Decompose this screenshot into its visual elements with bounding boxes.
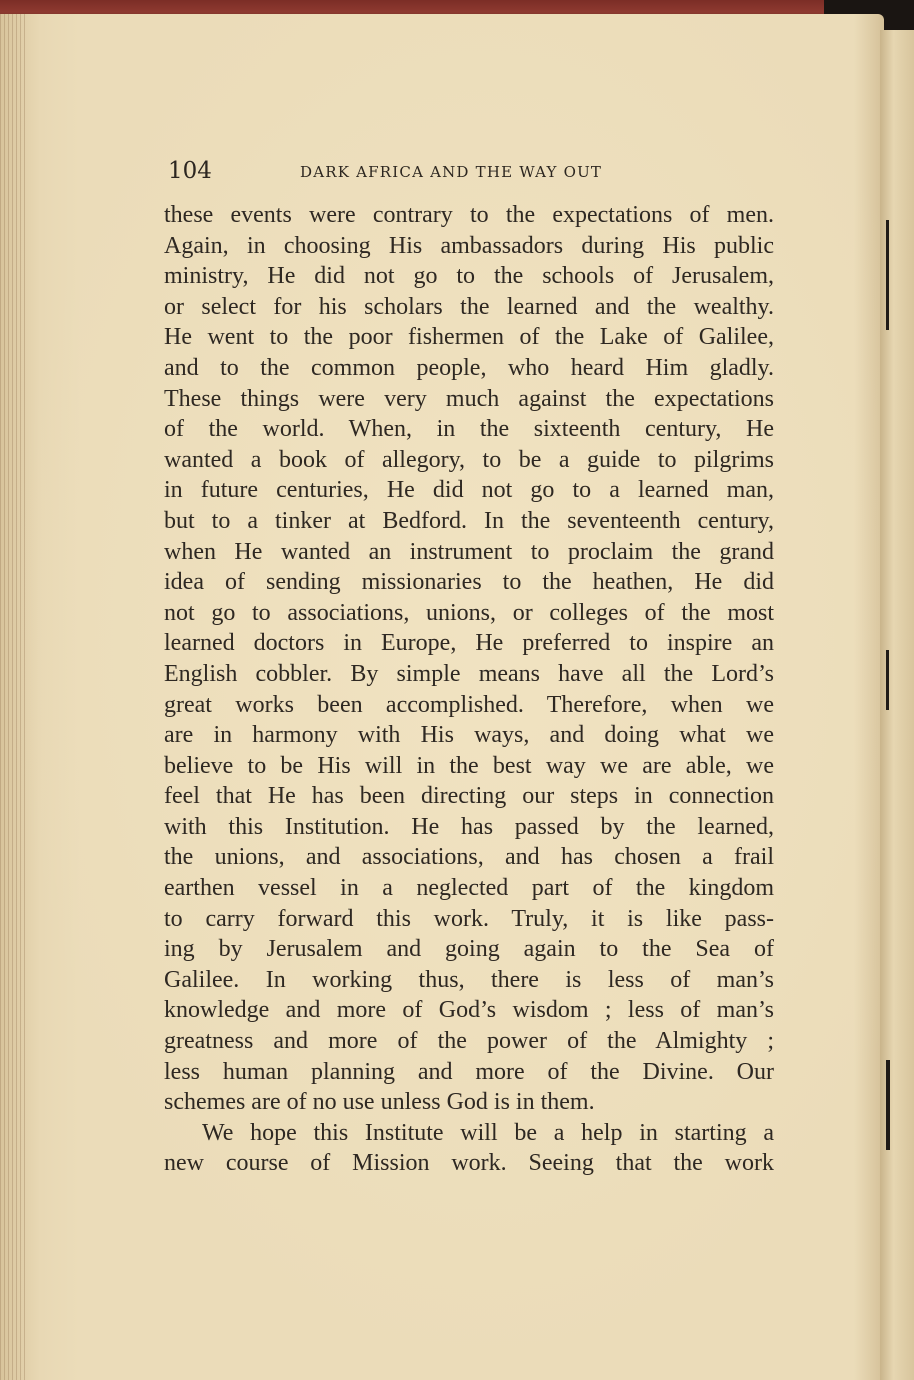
- text-line: learned doctors in Europe, He preferred to inspire an: [164, 630, 774, 657]
- page-number: 104: [168, 158, 212, 184]
- text-line: We hope this Institute will be a help in starting a: [202, 1119, 774, 1146]
- text-line: the unions, and associations, and has chosen a frail: [164, 844, 774, 871]
- text-line: Galilee. In working thus, there is less of man’s: [164, 966, 774, 993]
- text-line: feel that He has been directing our steps in connection: [164, 783, 774, 810]
- text-line: schemes are of no use unless God is in them.: [164, 1089, 595, 1116]
- text-line: not go to associations, unions, or colleges of the most: [164, 599, 774, 626]
- text-line: but to a tinker at Bedford. In the seventeenth century,: [164, 507, 774, 534]
- text-line: great works been accomplished. Therefore, when we: [164, 691, 774, 718]
- edge-mark: [886, 650, 889, 710]
- text-line: in future centuries, He did not go to a learned man,: [164, 477, 774, 504]
- text-line: less human planning and more of the Divine. Our: [164, 1058, 774, 1085]
- text-line: He went to the poor fishermen of the Lake of Galilee,: [164, 324, 774, 351]
- page-gutter: [0, 14, 26, 1380]
- running-head: DARK AFRICA AND THE WAY OUT: [300, 163, 603, 181]
- text-line: of the world. When, in the sixteenth century, He: [164, 416, 774, 443]
- text-line: with this Institution. He has passed by the learned,: [164, 813, 774, 840]
- text-line: to carry forward this work. Truly, it is like pass-: [164, 905, 774, 932]
- edge-mark: [886, 1060, 890, 1150]
- text-line: or select for his scholars the learned and the wealthy.: [164, 293, 774, 320]
- text-line: are in harmony with His ways, and doing what we: [164, 722, 774, 749]
- text-line: knowledge and more of God’s wisdom ; less of man’s: [164, 997, 774, 1024]
- page-fore-edge: [880, 30, 914, 1380]
- text-line: Again, in choosing His ambassadors during His public: [164, 232, 774, 259]
- body-text: [164, 200, 774, 1179]
- text-line: when He wanted an instrument to proclaim the grand: [164, 538, 774, 565]
- text-line: wanted a book of allegory, to be a guide to pilgrims: [164, 446, 774, 473]
- text-line: English cobbler. By simple means have all the Lord’s: [164, 660, 774, 687]
- text-line: these events were contrary to the expectations of men.: [164, 202, 774, 228]
- text-line: earthen vessel in a neglected part of the kingdom: [164, 875, 774, 902]
- page-header: [168, 158, 768, 188]
- text-line: ing by Jerusalem and going again to the Sea of: [164, 936, 774, 963]
- text-line: and to the common people, who heard Him gladly.: [164, 354, 774, 381]
- text-line: ministry, He did not go to the schools of Jerusalem,: [164, 263, 774, 290]
- text-line: new course of Mission work. Seeing that the work: [164, 1150, 774, 1177]
- text-line: These things were very much against the expectations: [164, 385, 774, 412]
- text-line: greatness and more of the power of the Almighty ;: [164, 1028, 774, 1055]
- text-line: believe to be His will in the best way we are able, we: [164, 752, 774, 779]
- text-line: idea of sending missionaries to the heathen, He did: [164, 569, 774, 596]
- edge-mark: [886, 220, 889, 330]
